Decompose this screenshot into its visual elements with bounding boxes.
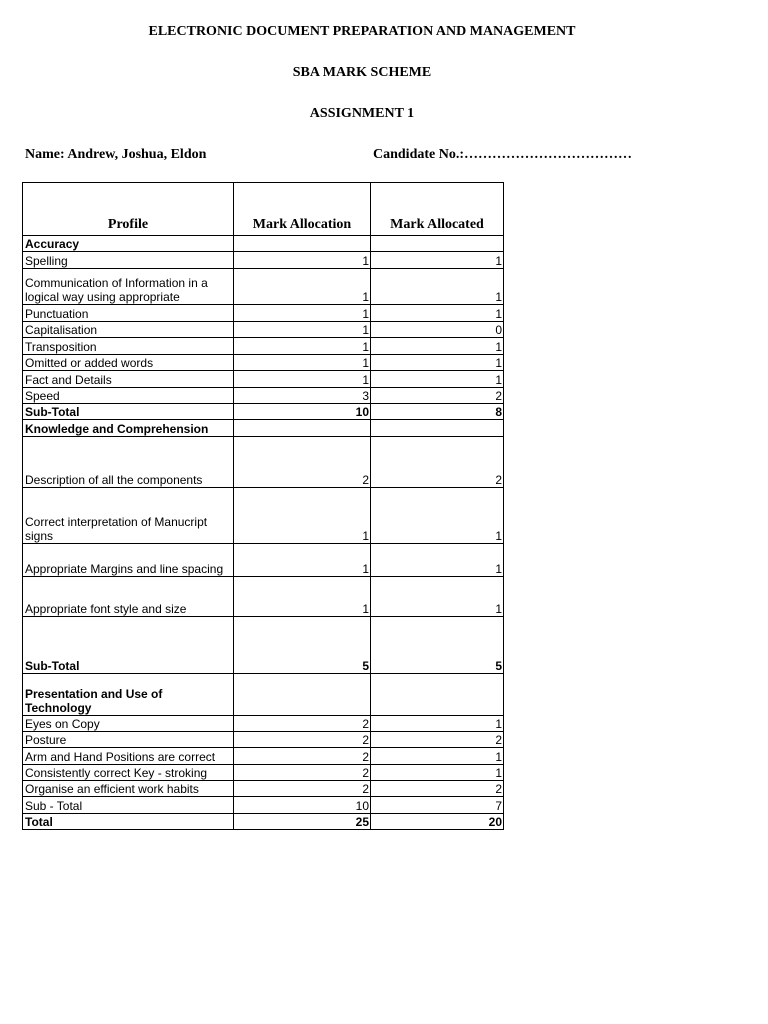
- mark-scheme-table: [22, 182, 504, 830]
- mark-allocated-cell: 8: [371, 404, 504, 420]
- table-row: [23, 355, 504, 371]
- profile-cell: Description of all the components: [23, 437, 234, 488]
- profile-cell: Omitted or added words: [23, 355, 234, 371]
- mark-allocation-cell: 10: [234, 404, 371, 420]
- table-row: [23, 781, 504, 797]
- table-row: [23, 252, 504, 269]
- mark-allocation-cell: 1: [234, 371, 371, 388]
- profile-cell: Consistently correct Key - stroking: [23, 765, 234, 781]
- mark-allocation-cell: 2: [234, 781, 371, 797]
- profile-cell: Sub - Total: [23, 797, 234, 814]
- document-title: ELECTRONIC DOCUMENT PREPARATION AND MANAGEMENT: [148, 24, 576, 39]
- table-row: [23, 388, 504, 404]
- mark-allocated-cell: 1: [371, 716, 504, 732]
- mark-allocated-cell: 1: [371, 371, 504, 388]
- mark-allocation-cell: 2: [234, 732, 371, 748]
- table-header-row: [23, 183, 504, 236]
- table-row: [23, 420, 504, 437]
- profile-cell: Eyes on Copy: [23, 716, 234, 732]
- table-row: [23, 674, 504, 716]
- table-row: [23, 236, 504, 252]
- profile-cell: Total: [23, 814, 234, 830]
- mark-allocated-cell: 20: [371, 814, 504, 830]
- mark-allocation-cell: [234, 236, 371, 252]
- table-row: [23, 748, 504, 765]
- profile-cell: Presentation and Use of Technology: [23, 674, 234, 716]
- table-row: [23, 732, 504, 748]
- profile-cell: Sub-Total: [23, 404, 234, 420]
- mark-allocation-cell: 1: [234, 252, 371, 269]
- mark-allocated-cell: 1: [371, 765, 504, 781]
- table-body: [23, 236, 504, 830]
- profile-cell: Spelling: [23, 252, 234, 269]
- profile-cell: Communication of Information in a logical way using appropriate: [23, 269, 234, 305]
- profile-cell: Knowledge and Comprehension: [23, 420, 234, 437]
- mark-allocation-cell: 2: [234, 437, 371, 488]
- mark-allocation-cell: 25: [234, 814, 371, 830]
- mark-allocated-cell: 2: [371, 437, 504, 488]
- table-row: [23, 765, 504, 781]
- header-mark-allocation: Mark Allocation: [234, 183, 371, 236]
- table-row: [23, 617, 504, 674]
- mark-allocated-cell: 1: [371, 577, 504, 617]
- mark-allocated-cell: 1: [371, 544, 504, 577]
- table-row: [23, 371, 504, 388]
- mark-allocation-cell: 3: [234, 388, 371, 404]
- mark-allocated-cell: 7: [371, 797, 504, 814]
- table-row: [23, 814, 504, 830]
- mark-allocated-cell: 5: [371, 617, 504, 674]
- profile-cell: Punctuation: [23, 305, 234, 322]
- mark-allocation-cell: 2: [234, 765, 371, 781]
- mark-allocation-cell: 5: [234, 617, 371, 674]
- mark-allocated-cell: 1: [371, 355, 504, 371]
- mark-allocated-cell: 2: [371, 781, 504, 797]
- mark-allocation-cell: 1: [234, 338, 371, 355]
- profile-cell: Organise an efficient work habits: [23, 781, 234, 797]
- mark-allocated-cell: 0: [371, 322, 504, 338]
- table-row: [23, 716, 504, 732]
- table-row: [23, 577, 504, 617]
- candidate-number: Candidate No.:………………………………: [373, 147, 633, 162]
- mark-allocated-cell: [371, 236, 504, 252]
- header-profile: Profile: [23, 183, 234, 236]
- mark-allocation-cell: 1: [234, 544, 371, 577]
- table-row: [23, 544, 504, 577]
- profile-cell: Speed: [23, 388, 234, 404]
- mark-allocation-cell: 1: [234, 355, 371, 371]
- table-row: [23, 404, 504, 420]
- mark-allocation-cell: 1: [234, 488, 371, 544]
- mark-allocated-cell: 1: [371, 305, 504, 322]
- mark-allocation-cell: 1: [234, 269, 371, 305]
- table-row: [23, 269, 504, 305]
- profile-cell: Appropriate Margins and line spacing: [23, 544, 234, 577]
- mark-allocation-cell: 10: [234, 797, 371, 814]
- profile-cell: Transposition: [23, 338, 234, 355]
- profile-cell: Accuracy: [23, 236, 234, 252]
- mark-allocated-cell: 2: [371, 732, 504, 748]
- profile-cell: Arm and Hand Positions are correct: [23, 748, 234, 765]
- profile-cell: Correct interpretation of Manucript signs: [23, 488, 234, 544]
- mark-allocation-cell: 1: [234, 305, 371, 322]
- table-row: [23, 437, 504, 488]
- student-names: Name: Andrew, Joshua, Eldon: [25, 147, 207, 162]
- mark-allocation-cell: [234, 420, 371, 437]
- table-row: [23, 488, 504, 544]
- table-row: [23, 322, 504, 338]
- mark-allocation-cell: 2: [234, 716, 371, 732]
- mark-allocated-cell: [371, 674, 504, 716]
- mark-allocation-cell: 1: [234, 577, 371, 617]
- mark-allocated-cell: [371, 420, 504, 437]
- table-row: [23, 305, 504, 322]
- mark-allocation-cell: [234, 674, 371, 716]
- profile-cell: Sub-Total: [23, 617, 234, 674]
- profile-cell: Posture: [23, 732, 234, 748]
- mark-allocation-cell: 1: [234, 322, 371, 338]
- document-subtitle: SBA MARK SCHEME: [292, 65, 432, 80]
- profile-cell: Fact and Details: [23, 371, 234, 388]
- assignment-label: ASSIGNMENT 1: [309, 106, 415, 121]
- mark-allocated-cell: 1: [371, 269, 504, 305]
- profile-cell: Capitalisation: [23, 322, 234, 338]
- mark-allocated-cell: 2: [371, 388, 504, 404]
- mark-allocated-cell: 1: [371, 338, 504, 355]
- mark-allocated-cell: 1: [371, 252, 504, 269]
- profile-cell: Appropriate font style and size: [23, 577, 234, 617]
- mark-allocated-cell: 1: [371, 488, 504, 544]
- table-row: [23, 797, 504, 814]
- table-row: [23, 338, 504, 355]
- header-mark-allocated: Mark Allocated: [371, 183, 504, 236]
- mark-allocation-cell: 2: [234, 748, 371, 765]
- mark-allocated-cell: 1: [371, 748, 504, 765]
